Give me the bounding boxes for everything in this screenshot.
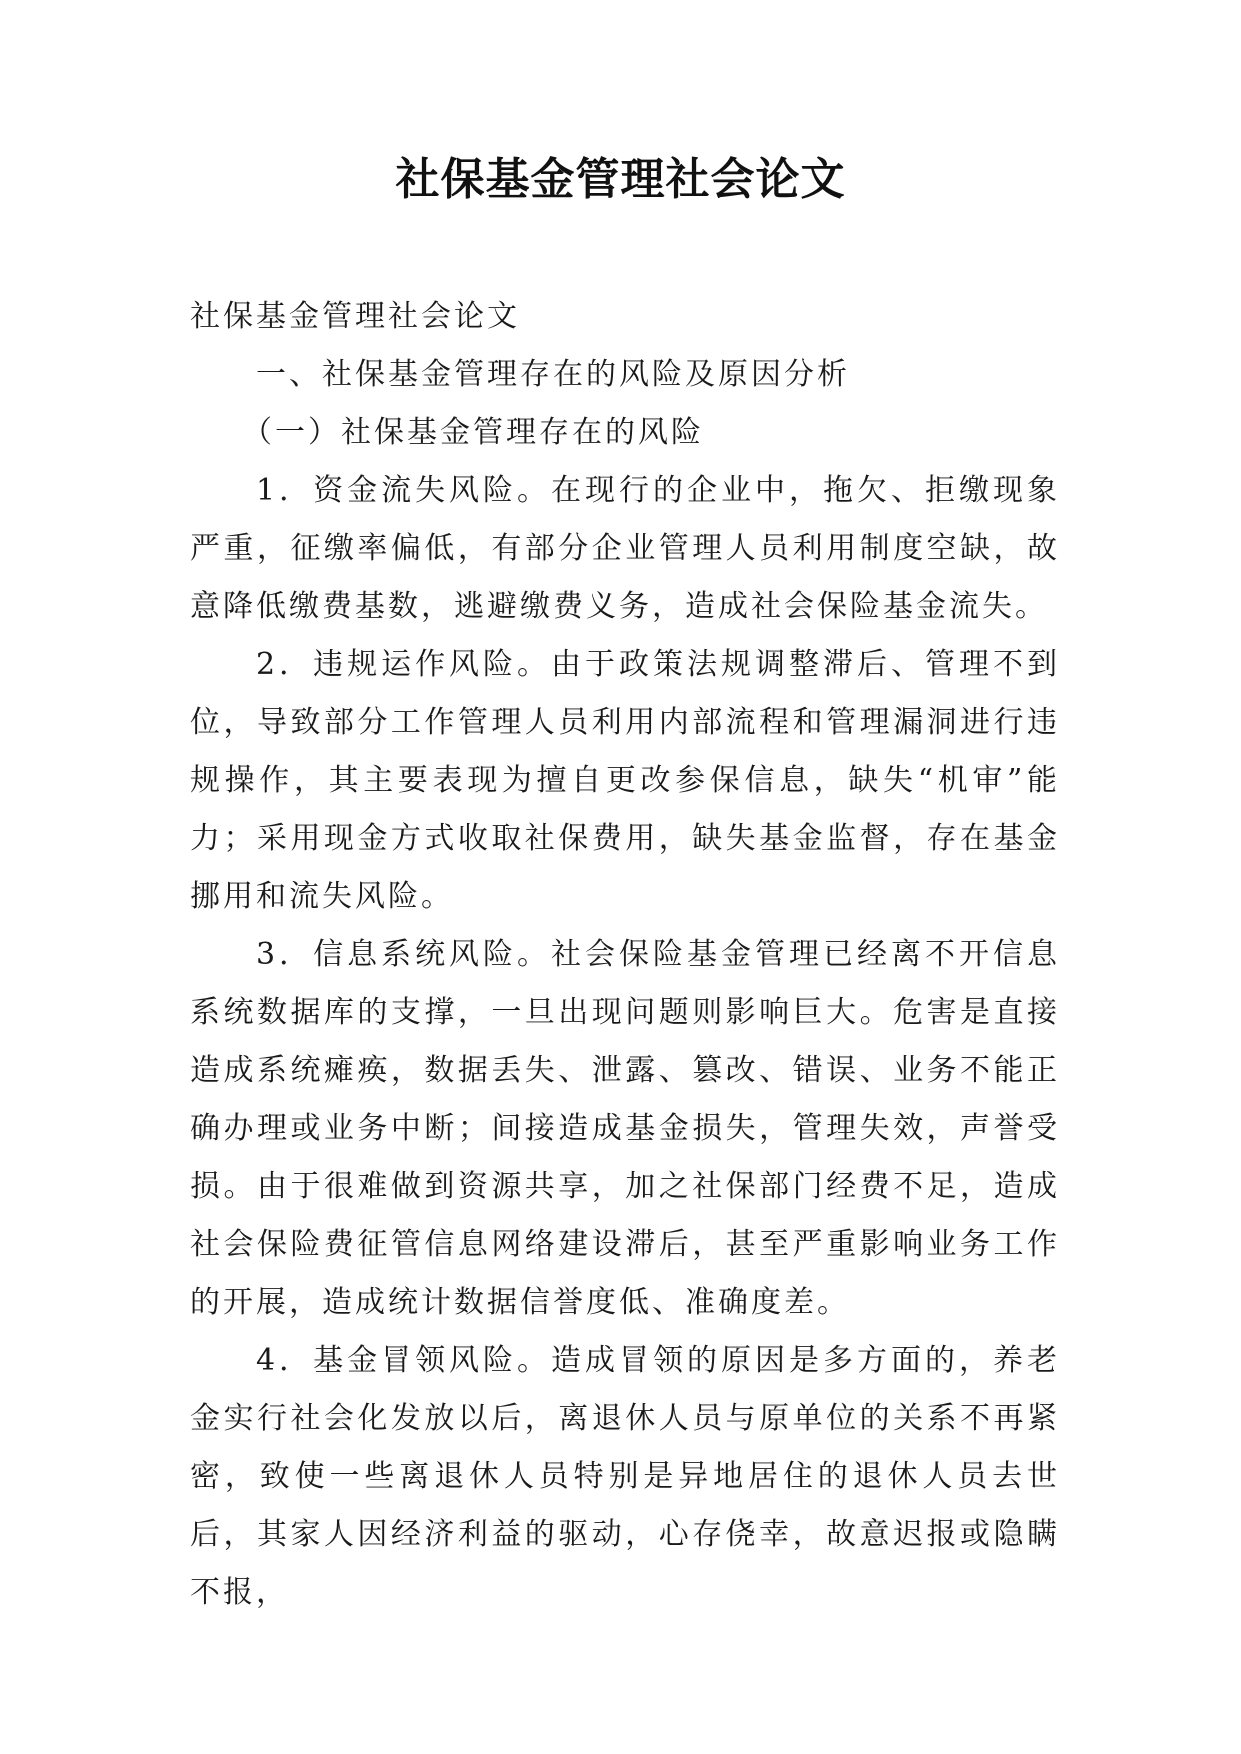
paragraph-item-1: 1．资金流失风险。在现行的企业中，拖欠、拒缴现象严重，征缴率偏低，有部分企业管理人员利用制度空缺，故意降低缴费基数，逃避缴费义务，造成社会保险基金流失。 — [190, 473, 1060, 624]
paragraph-subtitle: 社保基金管理社会论文 — [190, 299, 520, 334]
paragraph-item-2: 2．违规运作风险。由于政策法规调整滞后、管理不到位，导致部分工作管理人员利用内部流程和管理漏洞进行违规操作，其主要表现为擅自更改参保信息，缺失“机审”能力；采用现金方式收取社保费用，缺失基金监督，存在基金挪用和流失风险。 — [190, 647, 1060, 914]
document-title: 社保基金管理社会论文 — [395, 154, 846, 205]
subsection-heading: （一）社保基金管理存在的风险 — [242, 415, 704, 450]
section-heading: 一、社保基金管理存在的风险及原因分析 — [256, 357, 850, 392]
document-body — [190, 288, 1060, 1622]
paragraph-item-4: 4．基金冒领风险。造成冒领的原因是多方面的，养老金实行社会化发放以后，离退休人员与原单位的关系不再紧密，致使一些离退休人员特别是异地居住的退休人员去世后，其家人因经济利益的驱动，心存侥幸，故意迟报或隐瞒不报， — [190, 1343, 1060, 1610]
paragraph-item-3: 3．信息系统风险。社会保险基金管理已经离不开信息系统数据库的支撑，一旦出现问题则影响巨大。危害是直接造成系统瘫痪，数据丢失、泄露、篡改、错误、业务不能正确办理或业务中断；间接造成基金损失，管理失效，声誉受损。由于很难做到资源共享，加之社保部门经费不足，造成社会保险费征管信息网络建设滞后，甚至严重影响业务工作的开展，造成统计数据信誉度低、准确度差。 — [190, 937, 1060, 1320]
